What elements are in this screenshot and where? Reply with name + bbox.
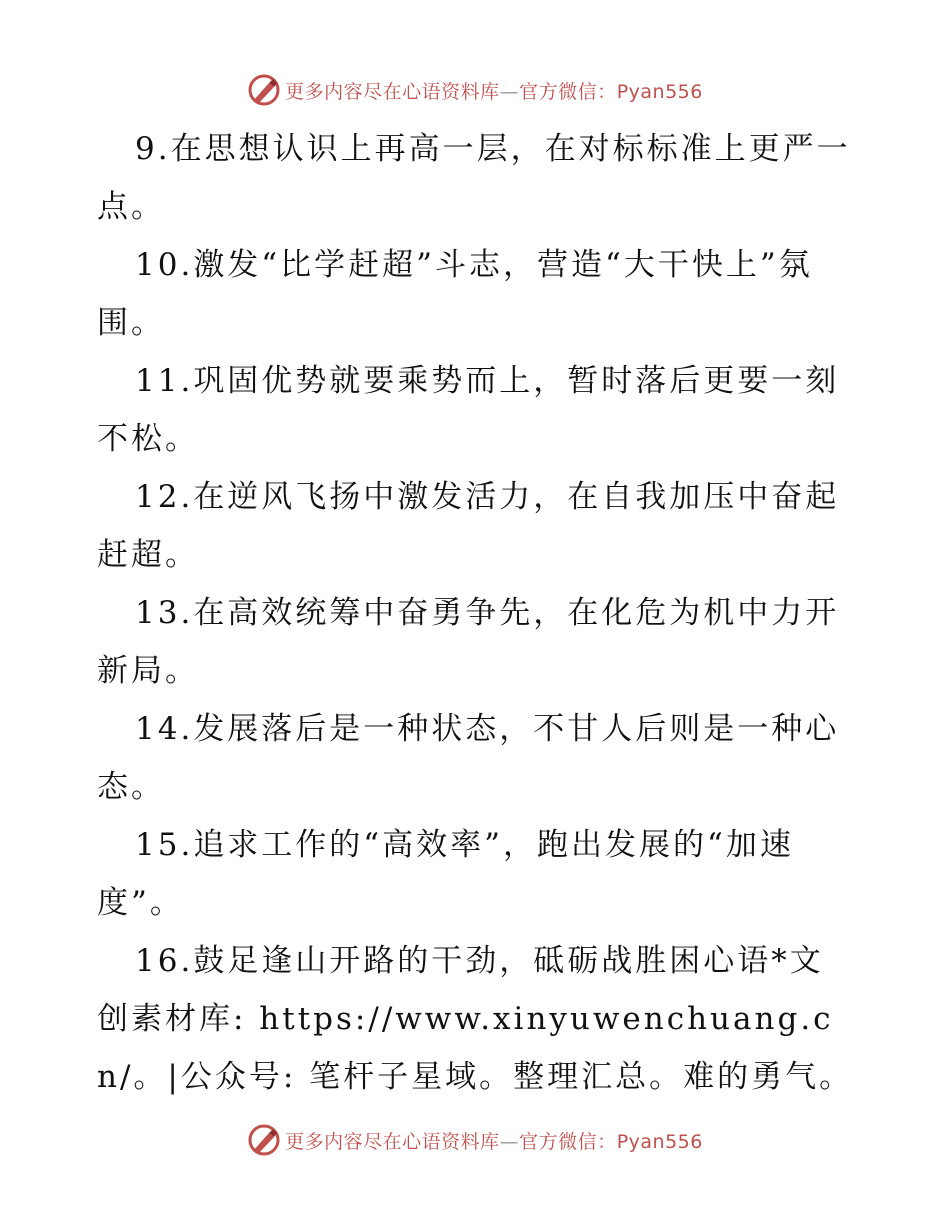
list-item [97, 352, 857, 468]
banner-account: Pyan556 [616, 1130, 703, 1153]
item-number: 10. [135, 247, 194, 283]
item-number: 16. [135, 943, 194, 979]
list-item [97, 932, 857, 1106]
banner-official-label: 官方微信： [519, 1130, 617, 1153]
document-body [97, 120, 857, 1106]
list-item [97, 584, 857, 700]
item-text: 在高效统筹中奋勇争先，在化危为机中力开新局。 [97, 595, 840, 689]
footer-banner [0, 1120, 950, 1160]
list-item [97, 816, 857, 932]
item-number: 12. [135, 479, 194, 515]
item-text: 在思想认识上再高一层，在对标标准上更严一点。 [97, 131, 851, 225]
list-item [97, 700, 857, 816]
banner-main-text: 更多内容尽在心语资料库 [285, 1130, 500, 1153]
banner-separator: — [499, 80, 520, 103]
banner-separator: — [499, 1130, 520, 1153]
list-item [97, 236, 857, 352]
banner-official-label: 官方微信： [519, 80, 617, 103]
item-number: 15. [135, 827, 194, 863]
pen-logo-icon [247, 73, 281, 107]
banner-main-text: 更多内容尽在心语资料库 [285, 80, 500, 103]
item-text: 追求工作的“高效率”，跑出发展的“加速度”。 [97, 827, 794, 921]
list-item [97, 120, 857, 236]
item-number: 9. [135, 131, 171, 167]
header-banner [0, 70, 950, 110]
item-text: 巩固优势就要乘势而上，暂时落后更要一刻不松。 [97, 363, 840, 457]
item-text: 发展落后是一种状态，不甘人后则是一种心态。 [97, 711, 840, 805]
item-number: 13. [135, 595, 194, 631]
item-text: 在逆风飞扬中激发活力，在自我加压中奋起赶超。 [97, 479, 840, 573]
item-number: 14. [135, 711, 194, 747]
item-text: 鼓足逢山开路的干劲，砥砺战胜困心语*文创素材库: https://www.xinyuwenchuang.cn/。|公众号: 笔杆子星域。整理汇总。难的勇气。 [97, 943, 854, 1095]
item-text: 激发“比学赶超”斗志，营造“大干快上”氛围。 [97, 247, 813, 341]
item-number: 11. [135, 363, 194, 399]
list-item [97, 468, 857, 584]
banner-account: Pyan556 [616, 80, 703, 103]
pen-logo-icon [247, 1123, 281, 1157]
